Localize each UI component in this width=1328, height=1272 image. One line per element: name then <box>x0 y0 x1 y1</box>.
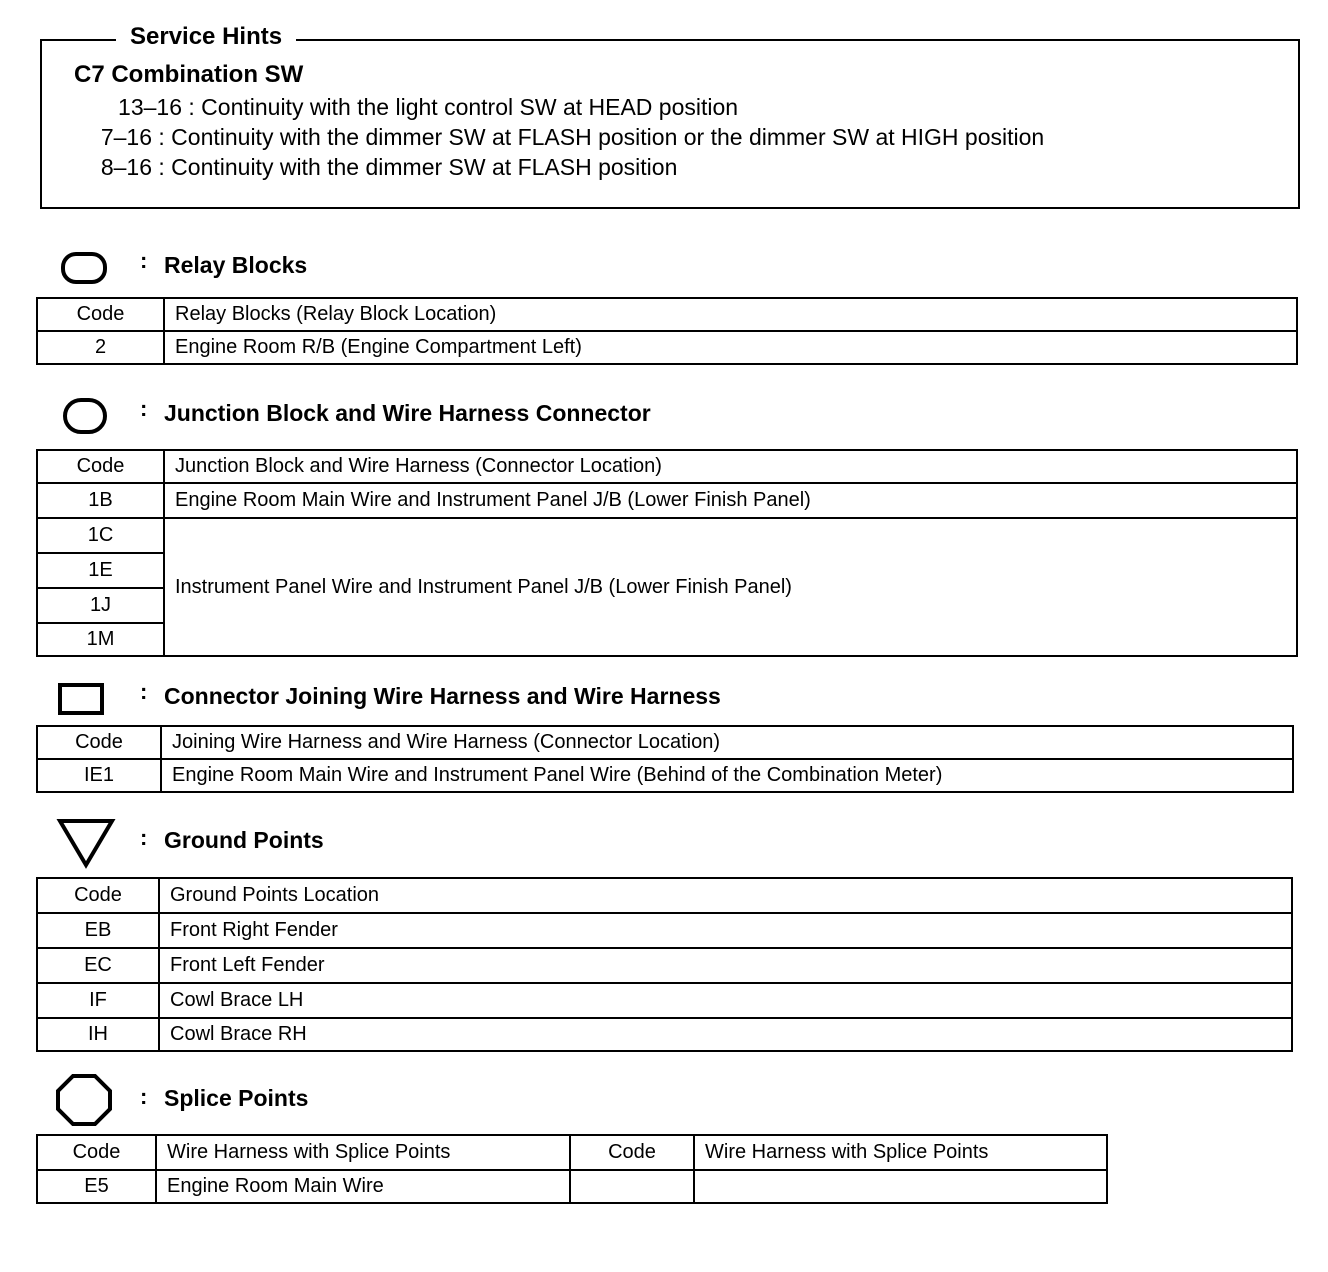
splice-points-title: Splice Points <box>164 1085 309 1111</box>
table-row <box>37 983 1292 1018</box>
code-cell: 1J <box>37 588 164 623</box>
rectangle-icon <box>56 675 116 725</box>
hint-line <box>40 122 1044 152</box>
hint-text: : Continuity with the dimmer SW at FLASH position <box>152 154 678 180</box>
code-cell: 1B <box>37 483 164 518</box>
code-header: Code <box>37 450 164 483</box>
location-cell: Engine Room Main Wire and Instrument Panel Wire (Behind of the Combination Meter) <box>161 759 1293 792</box>
junction-block-title: Junction Block and Wire Harness Connector <box>164 400 651 426</box>
code-cell: IF <box>37 983 159 1018</box>
location-cell: Cowl Brace RH <box>159 1018 1292 1051</box>
location-cell: Cowl Brace LH <box>159 983 1292 1018</box>
code-header: Code <box>37 1135 156 1170</box>
code-cell: IH <box>37 1018 159 1051</box>
table-row <box>37 518 1297 553</box>
code-cell: EB <box>37 913 159 948</box>
hint-pins: 13–16 <box>118 94 182 120</box>
wire-harness-cell <box>694 1170 1107 1203</box>
wire-harness-header: Wire Harness with Splice Points <box>694 1135 1107 1170</box>
heading-colon: : <box>140 825 148 850</box>
location-header: Ground Points Location <box>159 878 1292 913</box>
junction-block-table <box>36 449 1298 657</box>
heading-colon: : <box>140 1084 148 1109</box>
table-row <box>37 483 1297 518</box>
table-row <box>37 1170 1107 1203</box>
rounded-rectangle-icon <box>56 244 116 294</box>
location-cell: Engine Room Main Wire and Instrument Panel J/B (Lower Finish Panel) <box>164 483 1297 518</box>
heading-colon: : <box>140 248 148 273</box>
component-name: C7 Combination SW <box>74 61 304 88</box>
code-cell: EC <box>37 948 159 983</box>
table-header-row <box>37 450 1297 483</box>
table-row <box>37 913 1292 948</box>
code-cell: IE1 <box>37 759 161 792</box>
code-header: Code <box>37 726 161 759</box>
relay-blocks-title: Relay Blocks <box>164 252 308 278</box>
code-cell <box>570 1170 694 1203</box>
hint-line <box>70 92 738 122</box>
location-cell: Front Left Fender <box>159 948 1292 983</box>
table-header-row <box>37 1135 1107 1170</box>
hint-text: : Continuity with the dimmer SW at FLASH position or the dimmer SW at HIGH position <box>152 124 1045 150</box>
code-cell: E5 <box>37 1170 156 1203</box>
table-row <box>37 759 1293 792</box>
location-header: Joining Wire Harness and Wire Harness (Connector Location) <box>161 726 1293 759</box>
hint-text: : Continuity with the light control SW at HEAD position <box>182 94 739 120</box>
code-cell: 2 <box>37 331 164 364</box>
table-header-row <box>37 726 1293 759</box>
service-hints-title: Service Hints <box>116 22 296 52</box>
code-header: Code <box>37 298 164 331</box>
code-header: Code <box>570 1135 694 1170</box>
wire-harness-cell: Engine Room Main Wire <box>156 1170 570 1203</box>
table-header-row <box>37 298 1297 331</box>
heading-colon: : <box>140 679 148 704</box>
joining-connector-table <box>36 725 1294 793</box>
location-cell: Engine Room R/B (Engine Compartment Left) <box>164 331 1297 364</box>
location-cell: Front Right Fender <box>159 913 1292 948</box>
table-row <box>37 331 1297 364</box>
hint-pins: 7–16 <box>100 124 152 150</box>
code-cell: 1C <box>37 518 164 553</box>
location-header: Junction Block and Wire Harness (Connector Location) <box>164 450 1297 483</box>
wire-harness-header: Wire Harness with Splice Points <box>156 1135 570 1170</box>
triangle-down-icon <box>56 817 116 869</box>
table-row <box>37 948 1292 983</box>
code-header: Code <box>37 878 159 913</box>
octagon-icon <box>56 1072 116 1128</box>
code-cell: 1M <box>37 623 164 656</box>
joining-connector-title: Connector Joining Wire Harness and Wire Harness <box>164 683 721 709</box>
hint-line <box>40 152 677 182</box>
splice-points-table <box>36 1134 1108 1204</box>
location-header: Relay Blocks (Relay Block Location) <box>164 298 1297 331</box>
relay-blocks-table <box>36 297 1298 365</box>
ground-points-title: Ground Points <box>164 827 324 853</box>
table-header-row <box>37 878 1292 913</box>
oval-icon <box>56 392 116 442</box>
location-cell-merged: Instrument Panel Wire and Instrument Panel J/B (Lower Finish Panel) <box>164 518 1297 656</box>
code-cell: 1E <box>37 553 164 588</box>
ground-points-table <box>36 877 1293 1052</box>
hint-pins: 8–16 <box>100 154 152 180</box>
heading-colon: : <box>140 396 148 421</box>
table-row <box>37 1018 1292 1051</box>
